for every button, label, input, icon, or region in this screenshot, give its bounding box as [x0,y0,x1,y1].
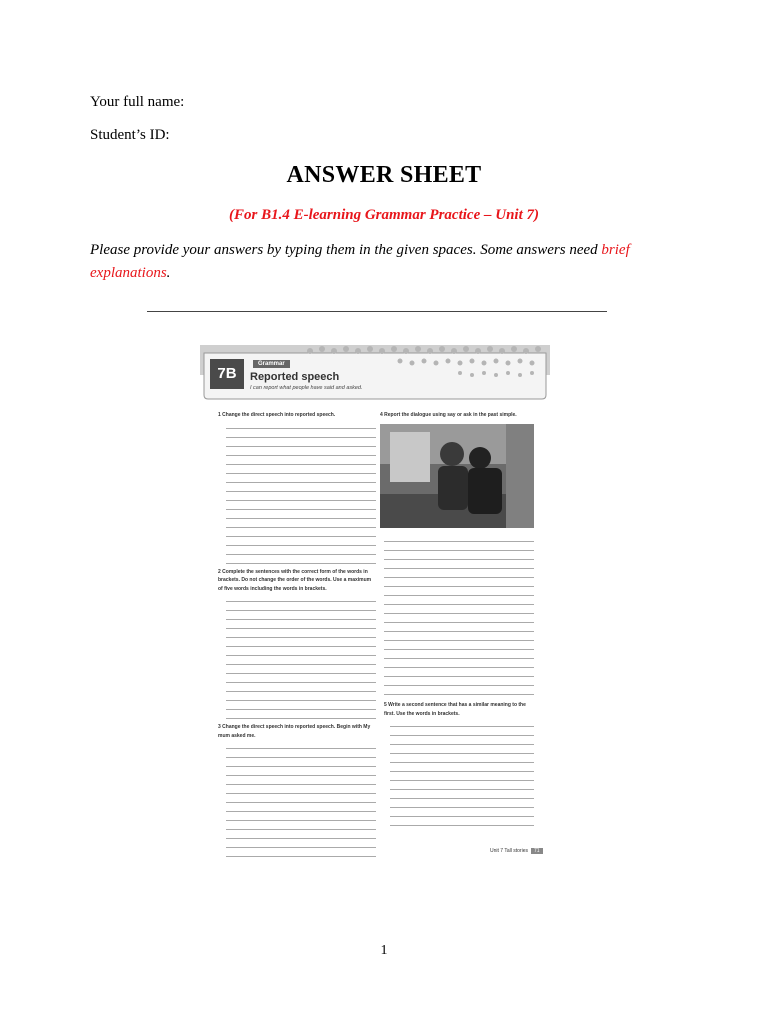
instructions-highlight: brief explanations [90,242,630,281]
worksheet-left-column [218,411,376,863]
worksheet-heading: Reported speech [250,371,340,383]
exercise-3-title: 3 Change the direct speech into reported speech. Begin with My mum asked me. [218,724,371,739]
exercise-5-lines [384,718,534,826]
exercise-5-title: 5 Write a second sentence that has a similar meaning to the first. Use the words in brackets. [384,702,526,717]
instructions-text: Please provide your answers by typing them in the given spaces. Some answers need [90,242,602,258]
exercise-2-lines [218,593,376,719]
worksheet-footer [490,848,543,854]
page-subtitle: (For B1.4 E-learning Grammar Practice – Unit 7) [228,207,539,223]
exercise-2-title: 2 Complete the sentences with the correct form of the words in brackets. Do not change the order of the words. Use a maximum of five words including the words in brackets. [218,568,372,592]
exercise-4-title: 4 Report the dialogue using say or ask in the past simple. [380,412,517,418]
instructions [90,239,650,285]
worksheet-right-column [380,411,536,420]
page-number: 1 [380,943,388,958]
worksheet-unit-code: 7B [210,359,244,389]
student-id-label: Student’s ID: [90,127,170,143]
page-title: ANSWER SHEET [286,162,482,188]
worksheet-photo [380,424,534,528]
instructions-end: . [166,265,171,281]
exercise-1-title: 1 Change the direct speech into reported speech. [218,412,336,418]
exercise-3-lines [218,740,376,863]
worksheet-subheading: I can report what people have said and asked. [250,385,363,391]
divider [147,311,607,312]
worksheet-tag: Grammar [253,360,290,368]
worksheet-image [200,343,550,863]
worksheet-footer-page: 71 [531,848,543,854]
full-name-label: Your full name: [90,94,185,110]
exercise-1-lines [218,420,376,564]
exercise-4-dialogue [384,533,534,826]
worksheet-footer-unit: Unit 7 Tall stories [490,848,528,854]
